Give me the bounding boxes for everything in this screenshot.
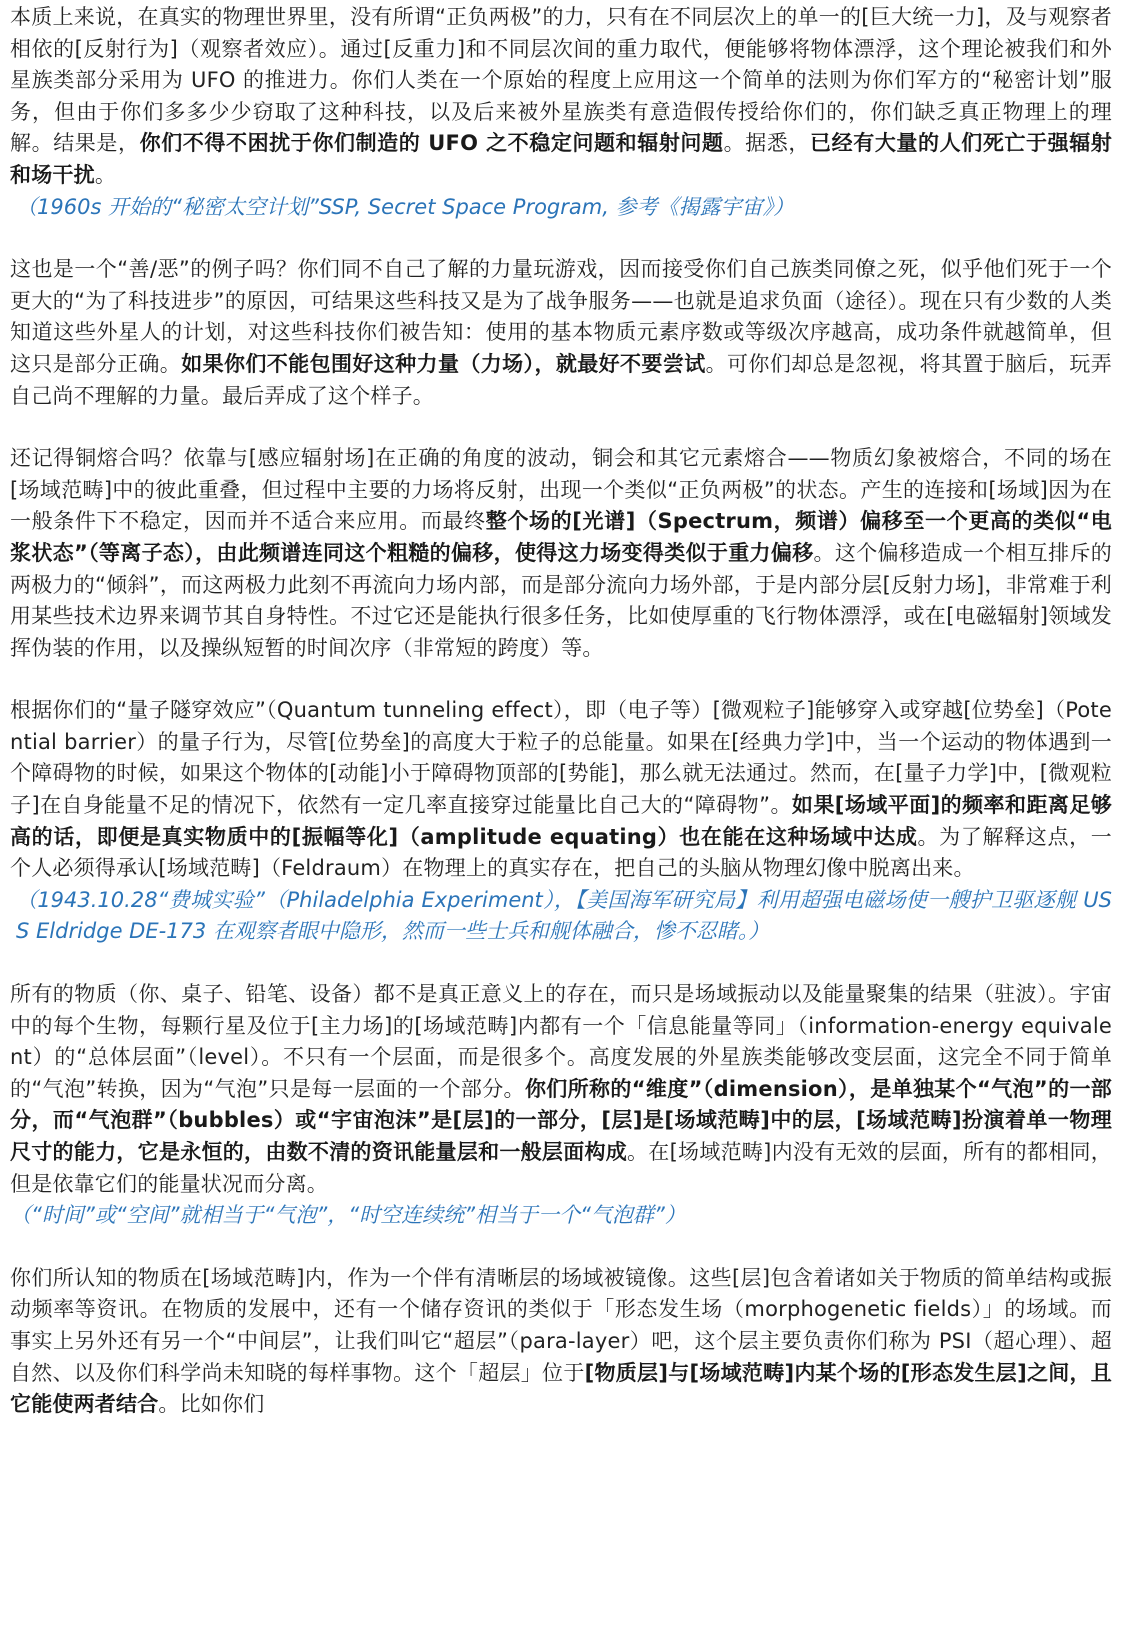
text-segment: 这也是一个“善/恶”的例子吗？你们同不自己了解的力量玩游戏，因而接受你们自己族类同僚之死，似乎他们死于一个更大的“为了科技进步”的原因，可结果这些科技又是为了战争服务——也就是追求负面（途径）。现在只有少数的人类知道这些外星人的计划，对这些科技你们被告知：使用的基本物质元素序数或等级次序越高，成功条件就越简单，但这只是部分正确。 [10,257,1112,376]
paragraph-copper-fusion [10,443,1112,664]
text-segment: 。这个偏移造成一个相互排斥的两极力的“倾斜”，而这两极力此刻不再流向力场内部，而是部分流向力场外部，于是内部分层[反射力场]，非常难于利用某些技术边界来调节其自身特性。不过它还是能执行很多任务，比如使厚重的飞行物体漂浮，或在[电磁辐射]领域发挥伪装的作用，以及操纵短暂的时间次序（非常短的跨度）等。 [10,540,1112,660]
paragraph-field-levels [10,979,1112,1200]
annotation-note-ssp: （1960s 开始的“秘密太空计划”SSP, Secret Space Program, 参考《揭露宇宙》） [16,194,795,219]
text-segment: 。可你们却总是忽视，将其置于脑后，玩弄自己尚不理解的力量。最后弄成了这个样子。 [10,351,1112,408]
text-segment: 。为了解释这点，一个人必须得承认[场域范畴]（Feldraum）在物理上的真实存在，把自己的头脑从物理幻像中脱离出来。 [10,824,1112,881]
bold-text-segment: [物质层]与[场域范畴]内某个场的[形态发生层]之间，且它能使两者结合 [10,1360,1112,1417]
annotation-note-bubbles: （“时间”或“空间”就相当于“气泡”，“时空连续统”相当于一个“气泡群”） [10,1203,686,1228]
bold-text-segment: 你们不得不困扰于你们制造的 UFO 之不稳定问题和辐射问题 [139,131,724,156]
text-segment: 。在[场域范畴]内没有无效的层面，所有的都相同，但是依靠它们的能量状况而分离。 [10,1140,1112,1196]
bold-text-segment: 如果你们不能包围好这种力量（力场），就最好不要尝试 [181,351,706,376]
paragraph-good-evil [10,254,1112,412]
text-segment: 你们所认知的物质在[场域范畴]内，作为一个伴有清晰层的场域被镜像。这些[层]包含着诸如关于物质的简单结构或振动频率等资讯。在物质的发展中，还有一个储存资讯的类似于「形态发生场（morphogenetic fields）」的场域。而事实上另外还有另一个“中间层”，让我们叫它“超层”（para-layer）吧，这个层主要负责你们称为 PSI（超心理）、超自然、以及你们科学尚未知晓的每样事物。这个「超层」位于 [10,1265,1112,1385]
paragraph-quantum-tunneling [10,695,1112,885]
paragraph-para-layer [10,1263,1112,1421]
bold-text-segment: 已经有大量的人们死亡于强辐射和场干扰 [10,131,1113,187]
text-segment: 。 [94,162,117,187]
text-segment: 所有的物质（你、桌子、铅笔、设备）都不是真正意义上的存在，而只是场域振动以及能量聚集的结果（驻波）。宇宙中的每个生物，每颗行星及位于[主力场]的[场域范畴]内都有一个「信息能量等同」（information-energy equivalent）的“总体层面”（level）。不只有一个层面，而是很多个。高度发展的外星族类能够改变层面，这完全不同于简单的“气泡”转换，因为“气泡”只是每一层面的一个部分。 [10,982,1112,1101]
text-segment: 。据悉， [723,131,811,156]
text-segment: 根据你们的“量子隧穿效应”（Quantum tunneling effect），即（电子等）[微观粒子]能够穿入或穿越[位势垒]（Potential barrier）的量子行为，尽管[位势垒]的高度大于粒子的总能量。如果在[经典力学]中，当一个运动的物体遇到一个障碍物的时候，如果这个物体的[动能]小于障碍物顶部的[势能]，那么就无法通过。然而，在[量子力学]中，[微观粒子]在自身能量不足的情况下，依然有一定几率直接穿过能量比自己大的“障碍物”。 [10,698,1112,818]
text-segment: 还记得铜熔合吗？依靠与[感应辐射场]在正确的角度的波动，铜会和其它元素熔合——物质幻象被熔合，不同的场在[场域范畴]中的彼此重叠，但过程中主要的力场将反射，出现一个类似“正负两极”的状态。产生的连接和[场域]因为在一般条件下不稳定，因而并不适合来应用。而最终 [10,446,1112,534]
text-segment: 。比如你们 [158,1392,265,1417]
bold-text-segment: 整个场的[光谱]（Spectrum，频谱）偏移至一个更高的类似“电浆状态”（等离子态），由此频谱连同这个粗糙的偏移，使得这力场变得类似于重力偏移 [10,509,1113,565]
text-segment: 本质上来说，在真实的物理世界里，没有所谓“正负两极”的力，只有在不同层次上的单一的[巨大统一力]，及与观察者相依的[反射行为]（观察者效应）。通过[反重力]和不同层次间的重力取代，便能够将物体漂浮，这个理论被我们和外星族类部分采用为 UFO 的推进力。你们人类在一个原始的程度上应用这一个简单的法则为你们军方的“秘密计划”服务，但由于你们多多少少窃取了这种科技，以及后来被外星族类有意造假传授给你们的，你们缺乏真正物理上的理解。结果是， [10,5,1112,156]
bold-text-segment: 你们所称的“维度”（dimension），是单独某个“气泡”的一部分，而“气泡群”（bubbles）或“宇宙泡沫”是[层]的一部分，[层]是[场域范畴]中的层，[场域范畴]扮演着单一物理尺寸的能力，它是永恒的，由数不清的资讯能量层和一般层面构成 [10,1076,1113,1164]
annotation-note-philadelphia: （1943.10.28“费城实验”（Philadelphia Experiment），【美国海军研究局】利用超强电磁场使一艘护卫驱逐舰 USS Eldridge DE-173 在观察者眼中隐形，然而一些士兵和舰体融合，惨不忍睹。） [16,887,1112,944]
paragraph-ufo-propulsion [10,2,1112,192]
bold-text-segment: 如果[场域平面]的频率和距离足够高的话，即便是真实物质中的[振幅等化]（amplitude equating）也在能在这种场域中达成 [10,793,1112,849]
